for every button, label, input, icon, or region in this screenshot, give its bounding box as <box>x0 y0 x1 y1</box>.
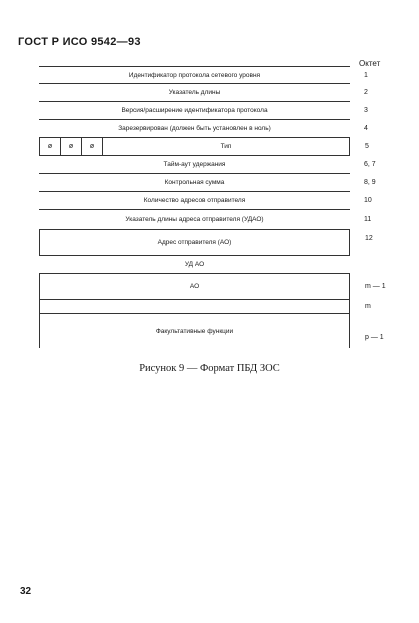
row-label: Тайм-аут удержания <box>163 161 226 168</box>
figure-caption: Рисунок 9 — Формат ПБД ЗОС <box>139 363 280 374</box>
pdu-format-diagram <box>39 66 386 348</box>
octet-number: 10 <box>364 197 372 204</box>
row-label: Факультативные функции <box>155 327 234 335</box>
row-reserved <box>39 120 368 138</box>
octet-number: 1 <box>364 71 368 79</box>
bit-cell: ø <box>40 138 61 155</box>
row-label: Указатель длины адреса отправителя (УДАО) <box>125 216 264 223</box>
row-type <box>39 138 369 156</box>
octet-column-label: Октет <box>359 59 381 68</box>
row-label: Указатель длины <box>168 89 221 96</box>
page-header: ГОСТ Р ИСО 9542—93 <box>18 36 141 48</box>
row-optional-functions <box>39 314 384 348</box>
row-label: Версия/расширение идентификатора протокола <box>121 107 268 114</box>
row-label: УД АО <box>184 261 205 268</box>
octet-number: 6, 7 <box>364 161 376 168</box>
octet-number: 11 <box>364 216 372 223</box>
row-label: Идентификатор протокола сетевого уровня <box>128 71 261 79</box>
row-address-end <box>39 300 371 314</box>
octet-number: 4 <box>364 125 368 132</box>
octet-number: 5 <box>365 143 369 150</box>
row-holding-time <box>39 156 376 174</box>
octet-number: 12 <box>365 235 373 242</box>
octet-number: 3 <box>364 107 368 114</box>
octet-number: 2 <box>364 89 368 96</box>
octet-number: m — 1 <box>365 283 386 290</box>
bit-cell: ø <box>61 138 82 155</box>
octet-number: 8, 9 <box>364 179 376 186</box>
row-label: Адрес отправителя (АО) <box>157 239 232 246</box>
row-label: АО <box>189 283 200 290</box>
row-source-address <box>39 230 373 256</box>
row-label: Контрольная сумма <box>164 179 225 186</box>
row-source-address-length <box>39 256 350 274</box>
octet-number: p — 1 <box>365 334 384 341</box>
row-address <box>39 274 386 300</box>
row-label: Зарезервирован (должен быть установлен в ноль) <box>118 125 271 132</box>
row-protocol-id <box>39 66 368 84</box>
octet-number: m <box>365 303 371 310</box>
bit-cell: ø <box>82 138 103 155</box>
row-label: Количество адресов отправителя <box>143 197 246 204</box>
row-length-indicator <box>39 84 368 102</box>
page-number: 32 <box>20 586 32 597</box>
type-cell: Тип <box>220 143 232 150</box>
row-checksum <box>39 174 376 192</box>
row-version <box>39 102 368 120</box>
row-address-count <box>39 192 372 210</box>
row-address-length <box>39 210 372 230</box>
